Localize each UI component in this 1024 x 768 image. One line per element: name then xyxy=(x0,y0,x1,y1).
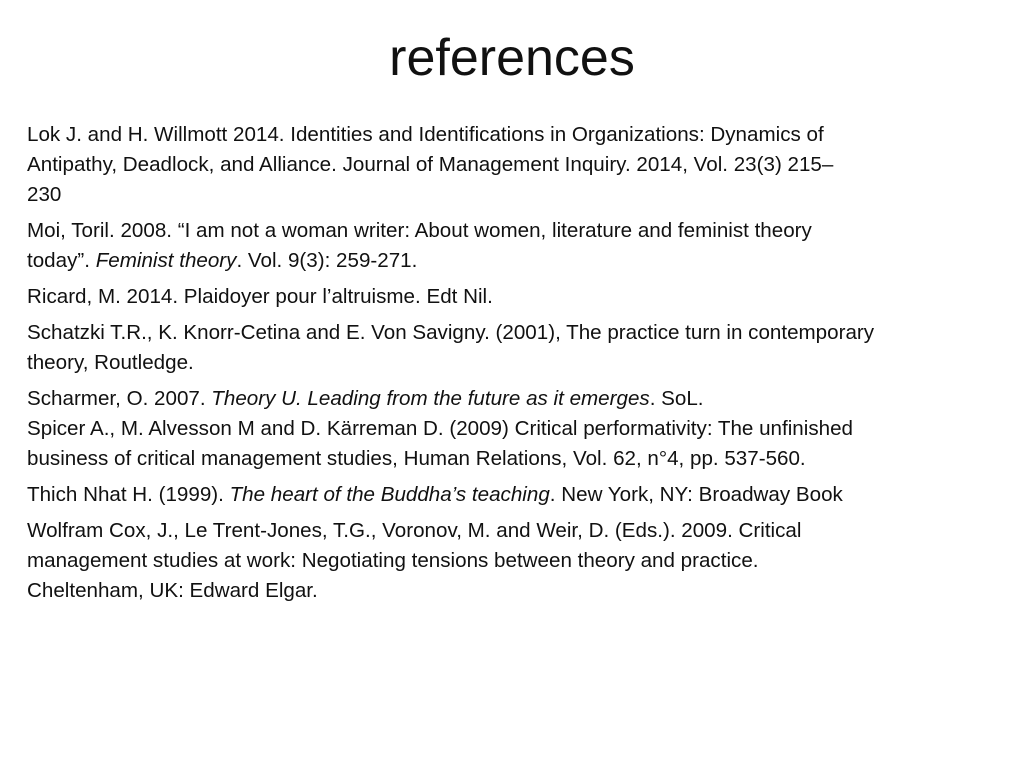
reference-line: Lok J. and H. Willmott 2014. Identities and Identifications in Organizations: Dynamics of xyxy=(27,123,824,146)
reference-italic-title: Feminist theory xyxy=(95,249,237,272)
reference-line: Wolfram Cox, J., Le Trent-Jones, T.G., Voronov, M. and Weir, D. (Eds.). 2009. Critical xyxy=(27,519,802,542)
reference-line xyxy=(27,480,987,510)
reference-lok-willmott xyxy=(27,120,987,210)
slide-title: references xyxy=(389,29,635,87)
reference-thich-nhat xyxy=(27,480,987,510)
reference-moi xyxy=(27,216,987,276)
reference-line xyxy=(27,384,987,414)
reference-scharmer xyxy=(27,384,987,414)
reference-text: . SoL. xyxy=(649,387,704,410)
reference-line: Ricard, M. 2014. Plaidoyer pour l’altruisme. Edt Nil. xyxy=(27,285,493,308)
reference-line xyxy=(27,246,987,276)
reference-text: Scharmer, O. 2007. xyxy=(27,387,212,410)
reference-line: Antipathy, Deadlock, and Alliance. Journal of Management Inquiry. 2014, Vol. 23(3) 215– xyxy=(27,153,834,176)
reference-schatzki xyxy=(27,318,987,378)
reference-wolfram-cox xyxy=(27,516,987,606)
reference-text: today”. xyxy=(27,249,96,272)
reference-list xyxy=(27,120,987,612)
reference-line: Spicer A., M. Alvesson M and D. Kärreman D. (2009) Critical performativity: The unfinished xyxy=(27,417,853,440)
reference-text: Thich Nhat H. (1999). xyxy=(27,483,230,506)
reference-spicer xyxy=(27,414,987,474)
reference-line: management studies at work: Negotiating tensions between theory and practice. xyxy=(27,549,759,572)
reference-text: . Vol. 9(3): 259-271. xyxy=(236,249,418,272)
reference-line: business of critical management studies, Human Relations, Vol. 62, n°4, pp. 537-560. xyxy=(27,447,806,470)
reference-line: Schatzki T.R., K. Knorr-Cetina and E. Von Savigny. (2001), The practice turn in contemporary xyxy=(27,321,875,344)
reference-ricard xyxy=(27,282,987,312)
reference-italic-title: The heart of the Buddha’s teaching xyxy=(229,483,550,506)
reference-text: . New York, NY: Broadway Book xyxy=(549,483,843,506)
reference-line: Moi, Toril. 2008. “I am not a woman writer: About women, literature and feminist theory xyxy=(27,219,812,242)
reference-line: 230 xyxy=(27,183,62,206)
reference-line: theory, Routledge. xyxy=(27,351,194,374)
reference-line: Cheltenham, UK: Edward Elgar. xyxy=(27,579,318,602)
reference-italic-title: Theory U. Leading from the future as it emerges xyxy=(211,387,650,410)
